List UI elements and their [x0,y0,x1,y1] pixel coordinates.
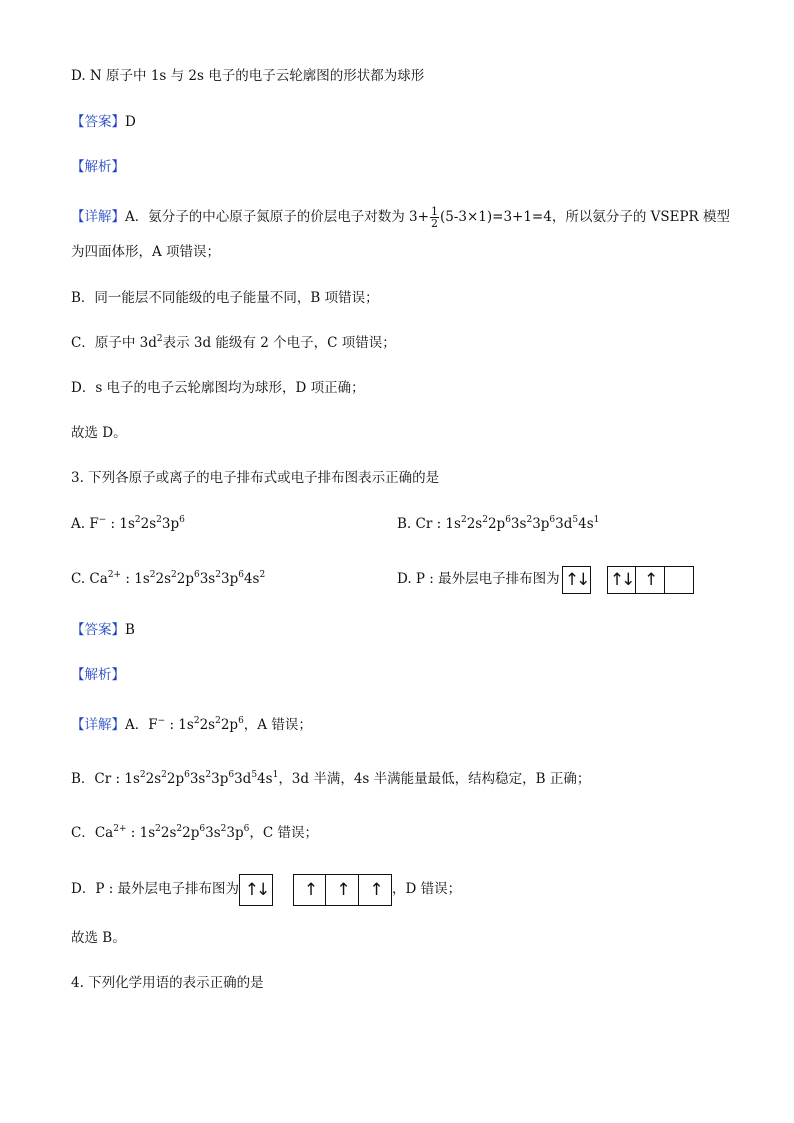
answer-tag: 【答案】 [71,114,125,130]
orbital-box-empty [665,566,694,594]
q2-option-d: D. N 原子中 1s 与 2s 电子的电子云轮廓图的形状都为球形 [71,68,425,84]
answer-value: B [125,622,135,638]
q2-analysis-tag [71,157,125,177]
fraction [430,206,439,229]
explain-a-text-2: (5-3×1)=3+1=4，所以氨分子的 VSEPR 模型 [439,209,731,225]
explain-c-text: C．原子中 3d [71,335,157,351]
orbital-box-single: ↑ [326,874,359,906]
q3-conclusion: 故选 B。 [71,930,126,946]
analysis-tag: 【解析】 [71,667,125,683]
explain-c-text-2: 表示 3d 能级有 2 个电子，C 项错误； [162,335,396,351]
q3-explain-c: C．$Ca^{2+}$ : $1s^22s^22p^63s^23p^6$，C 错误； [71,824,318,841]
answer-value: D [125,114,136,130]
q4-stem: 4. 下列化学用语的表示正确的是 [71,975,264,991]
q2-explain-d: D．s 电子的电子云轮廓图均为球形，D 项正确； [71,380,365,396]
orbital-diagram-3s [562,566,591,594]
orbital-diagram-3p [293,874,392,906]
q3-option-a: A. F− : $1s^22s^23p^6$ [71,515,185,532]
detail-tag: 【详解】 [71,209,125,225]
option-b-label: B. Cr [397,516,433,532]
q2-explain-b: B．同一能层不同能级的电子能量不同，B 项错误； [71,290,379,306]
orbital-box-single: ↑ [359,874,392,906]
explain-c-text: C．Ca [71,825,114,841]
q2-explain-c [71,333,396,353]
detail-tag: 【详解】 [71,717,125,733]
q2-answer [71,112,136,132]
q3-explain-b: B．Cr : $1s^22s^22p^63s^23p^63d^54s^1$，3d 半满，4s 半满能量最低，结构稳定，B 正确； [71,770,591,787]
answer-tag: 【答案】 [71,622,125,638]
q3-explain-a: 【详解】A．F− : $1s^22s^22p^6$，A 错误； [71,716,312,733]
analysis-tag: 【解析】 [71,159,125,175]
orbital-diagram-3s [239,874,273,906]
q3-answer [71,620,135,640]
explain-b-text-2: ，3d 半满，4s 半满能量最低，结构稳定，B 正确； [278,771,591,787]
orbital-box-paired: ↑↓ [562,566,591,594]
explain-c-text-2: ，C 错误； [249,825,318,841]
q3-option-b: B. Cr : $1s^22s^22p^63s^23p^63d^54s^1$ [397,515,600,532]
ion-charge: − [157,716,166,726]
explain-a-text-2: ，A 错误； [243,717,312,733]
explain-d-text: D．P : 最外层电子排布图为 [71,881,240,897]
ion-charge: 2+ [113,824,127,834]
ion-charge: − [98,515,107,525]
q3-explain-d [71,873,461,906]
q2-explain-a [71,206,730,229]
q3-stem: 3. 下列各原子或离子的电子排布式或电子排布图表示正确的是 [71,470,440,486]
explain-a-text: A．F [125,717,158,733]
q3-analysis-tag [71,665,125,685]
explain-d-text-2: ，D 错误； [392,881,462,897]
fraction-denominator: 2 [430,217,438,230]
q3-option-d [397,564,694,594]
option-a-label: A. F [71,516,99,532]
option-d-label: D. P : 最外层电子排布图为 [397,571,560,587]
explain-a-text: A．氨分子的中心原子氮原子的价层电子对数为 3+ [125,209,429,225]
orbital-diagram-3p [607,566,694,594]
q3-option-c: C. $Ca^{2+}$ : $1s^22s^22p^63s^23p^64s^2$ [71,570,266,587]
orbital-box-paired: ↑↓ [607,566,636,594]
superscript: 2 [156,334,163,344]
orbital-box-single: ↑ [293,874,326,906]
orbital-box-single: ↑ [636,566,665,594]
fraction-numerator: 1 [430,205,438,218]
ion-charge: 2+ [107,570,122,580]
explain-b-text: B．Cr [71,771,112,787]
q2-conclusion: 故选 D。 [71,425,127,441]
option-c-label: C. Ca [71,571,108,587]
orbital-box-paired: ↑↓ [239,874,273,906]
q2-explain-a-cont: 为四面体形，A 项错误； [71,244,221,260]
